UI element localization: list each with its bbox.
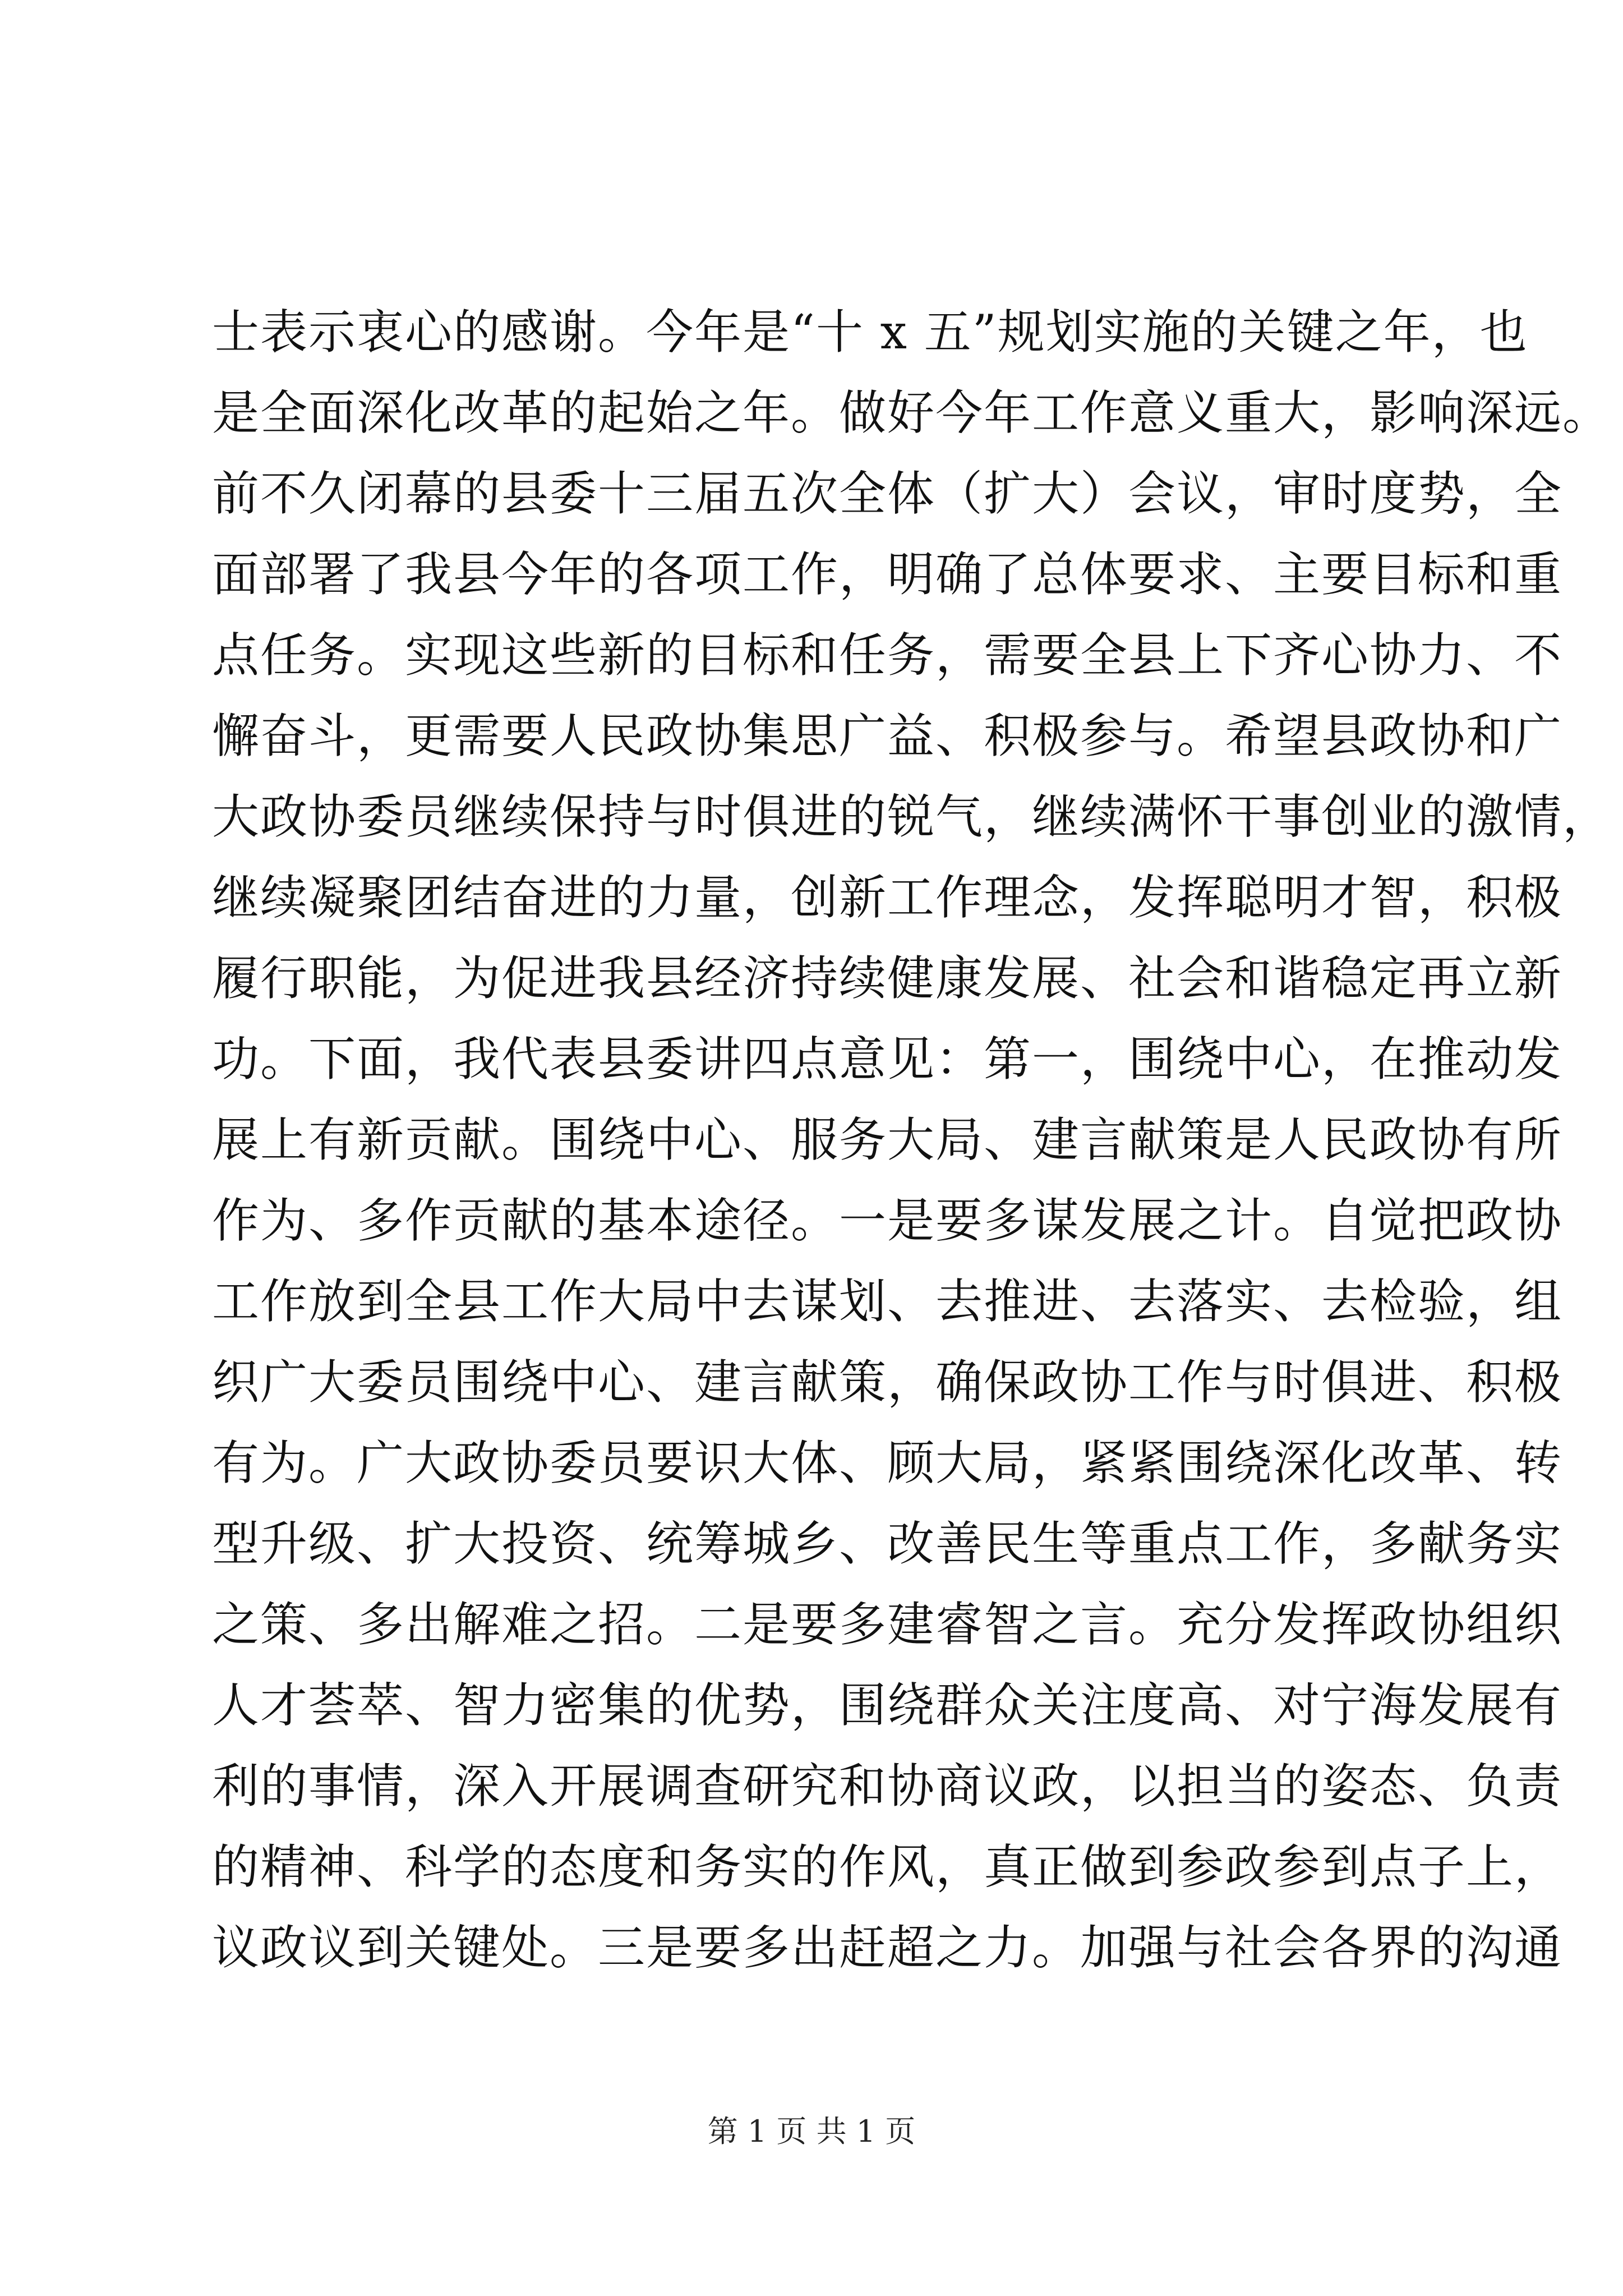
text-line: 利的事情，深入开展调查研究和协商议政，以担当的姿态、负责 bbox=[212, 1759, 1563, 1814]
body-text bbox=[212, 292, 1611, 1988]
text-line: 懈奋斗，更需要人民政协集思广益、积极参与。希望县政协和广 bbox=[212, 708, 1563, 763]
text-line: 大政协委员继续保持与时俱进的锐气，继续满怀干事创业的激情， bbox=[212, 789, 1611, 844]
text-line: 士表示衷心的感谢。今年是“十 x 五”规划实施的关键之年，也 bbox=[212, 305, 1528, 360]
text-line: 有为。广大政协委员要识大体、顾大局，紧紧围绕深化改革、转 bbox=[212, 1435, 1563, 1490]
text-line: 继续凝聚团结奋进的力量，创新工作理念，发挥聪明才智，积极 bbox=[212, 870, 1563, 925]
text-line: 面部署了我县今年的各项工作，明确了总体要求、主要目标和重 bbox=[212, 547, 1563, 602]
text-line: 型升级、扩大投资、统筹城乡、改善民生等重点工作，多献务实 bbox=[212, 1516, 1563, 1571]
text-line: 是全面深化改革的起始之年。做好今年工作意义重大，影响深远。 bbox=[212, 385, 1611, 440]
text-line: 的精神、科学的态度和务实的作风，真正做到参政参到点子上， bbox=[212, 1839, 1563, 1894]
text-line: 人才荟萃、智力密集的优势，围绕群众关注度高、对宁海发展有 bbox=[212, 1678, 1563, 1733]
text-line: 议政议到关键处。三是要多出赶超之力。加强与社会各界的沟通 bbox=[212, 1920, 1563, 1975]
text-line: 之策、多出解难之招。二是要多建睿智之言。充分发挥政协组织 bbox=[212, 1597, 1563, 1652]
text-line: 履行职能，为促进我县经济持续健康发展、社会和谐稳定再立新 bbox=[212, 951, 1563, 1006]
text-line: 功。下面，我代表县委讲四点意见：第一，围绕中心，在推动发 bbox=[212, 1032, 1563, 1087]
text-line: 前不久闭幕的县委十三届五次全体（扩大）会议，审时度势，全 bbox=[212, 466, 1563, 521]
text-line: 工作放到全县工作大局中去谋划、去推进、去落实、去检验，组 bbox=[212, 1274, 1563, 1329]
page-number-footer: 第 1 页 共 1 页 bbox=[707, 2114, 916, 2149]
text-line: 展上有新贡献。围绕中心、服务大局、建言献策是人民政协有所 bbox=[212, 1112, 1563, 1167]
text-line: 织广大委员围绕中心、建言献策，确保政协工作与时俱进、积极 bbox=[212, 1355, 1563, 1410]
text-line: 作为、多作贡献的基本途径。一是要多谋发展之计。自觉把政协 bbox=[212, 1193, 1563, 1248]
text-line: 点任务。实现这些新的目标和任务，需要全县上下齐心协力、不 bbox=[212, 628, 1563, 683]
